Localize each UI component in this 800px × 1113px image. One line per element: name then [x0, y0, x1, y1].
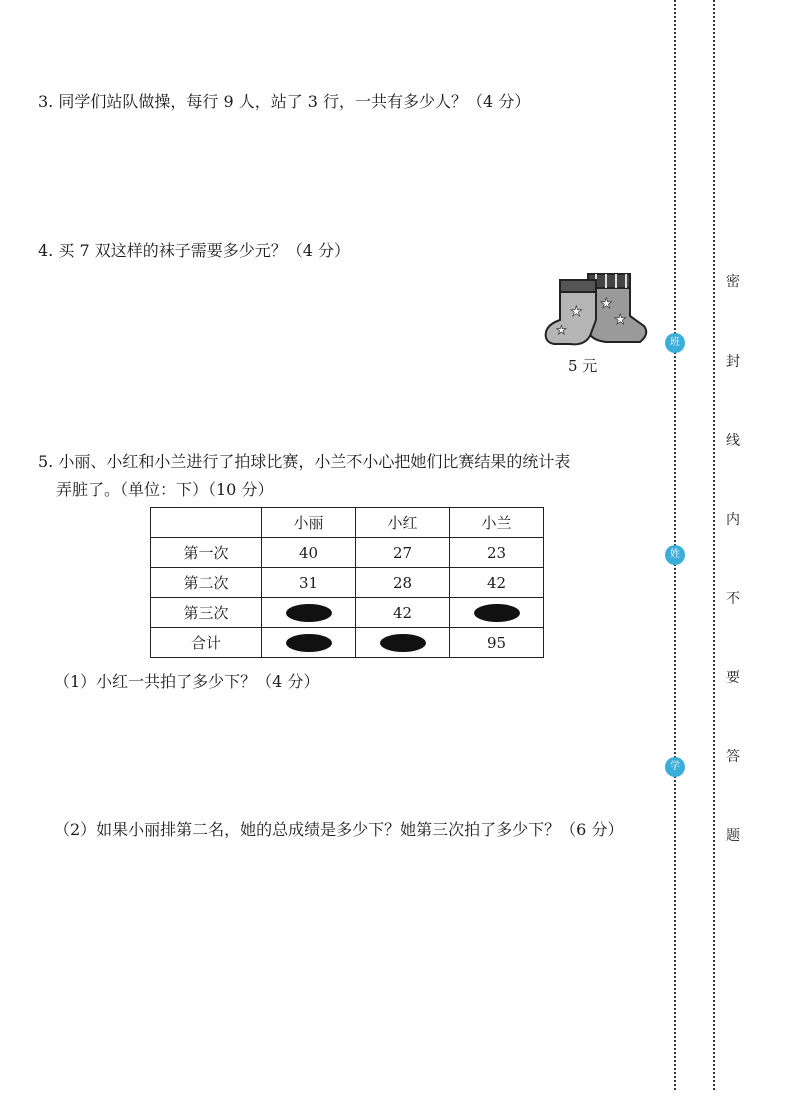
seal-char: 封	[726, 354, 740, 370]
seal-char: 答	[726, 749, 740, 765]
table-row	[151, 598, 544, 628]
table-cell-smudged	[450, 598, 544, 628]
question-4: 4. 买 7 双这样的袜子需要多少元？（4 分）	[38, 241, 350, 260]
badge-class: 班	[665, 333, 685, 353]
table-cell: 第三次	[151, 598, 262, 628]
ink-blot	[286, 604, 332, 622]
question-5-line1: 5. 小丽、小红和小兰进行了拍球比赛，小兰不小心把她们比赛结果的统计表	[38, 452, 571, 471]
table-cell: 27	[356, 538, 450, 568]
svg-text:★: ★	[600, 296, 613, 312]
table-cell: 42	[450, 568, 544, 598]
table-cell: 第二次	[151, 568, 262, 598]
seal-char: 要	[726, 670, 740, 686]
table-cell-smudged	[262, 598, 356, 628]
svg-text:★: ★	[556, 323, 567, 337]
table-cell: 合计	[151, 628, 262, 658]
table-cell: 第一次	[151, 538, 262, 568]
table-header-cell: 小红	[356, 508, 450, 538]
table-header-cell: 小丽	[262, 508, 356, 538]
table-row	[151, 568, 544, 598]
seal-char: 线	[726, 433, 740, 449]
table-row	[151, 628, 544, 658]
question-5-part1: （1）小红一共拍了多少下？（4 分）	[54, 672, 320, 691]
score-table	[150, 507, 544, 658]
svg-text:★: ★	[570, 304, 583, 320]
table-cell: 28	[356, 568, 450, 598]
svg-text:★: ★	[614, 312, 627, 328]
badge-name: 姓	[665, 545, 685, 565]
question-5-line2: 弄脏了。（单位：下）（10 分）	[56, 480, 274, 499]
seal-char: 不	[726, 591, 740, 607]
table-cell: 40	[262, 538, 356, 568]
ink-blot	[286, 634, 332, 652]
question-5-part2: （2）如果小丽排第二名，她的总成绩是多少下？她第三次拍了多少下？（6 分）	[54, 820, 624, 839]
table-cell: 31	[262, 568, 356, 598]
table-header-cell: 小兰	[450, 508, 544, 538]
table-cell-smudged	[356, 628, 450, 658]
sock-price: 5 元	[568, 357, 598, 375]
seal-char: 题	[726, 828, 740, 844]
table-header-row	[151, 508, 544, 538]
table-row	[151, 538, 544, 568]
seal-dotted-line-right	[713, 0, 715, 1090]
question-3: 3. 同学们站队做操，每行 9 人，站了 3 行，一共有多少人？（4 分）	[38, 92, 531, 111]
ink-blot	[474, 604, 520, 622]
seal-char: 密	[726, 274, 740, 290]
table-cell: 95	[450, 628, 544, 658]
table-cell-smudged	[262, 628, 356, 658]
socks-image	[540, 268, 650, 352]
table-header-cell	[151, 508, 262, 538]
table-cell: 23	[450, 538, 544, 568]
seal-char: 内	[726, 512, 740, 528]
ink-blot	[380, 634, 426, 652]
badge-number: 学	[665, 757, 685, 777]
table-cell: 42	[356, 598, 450, 628]
